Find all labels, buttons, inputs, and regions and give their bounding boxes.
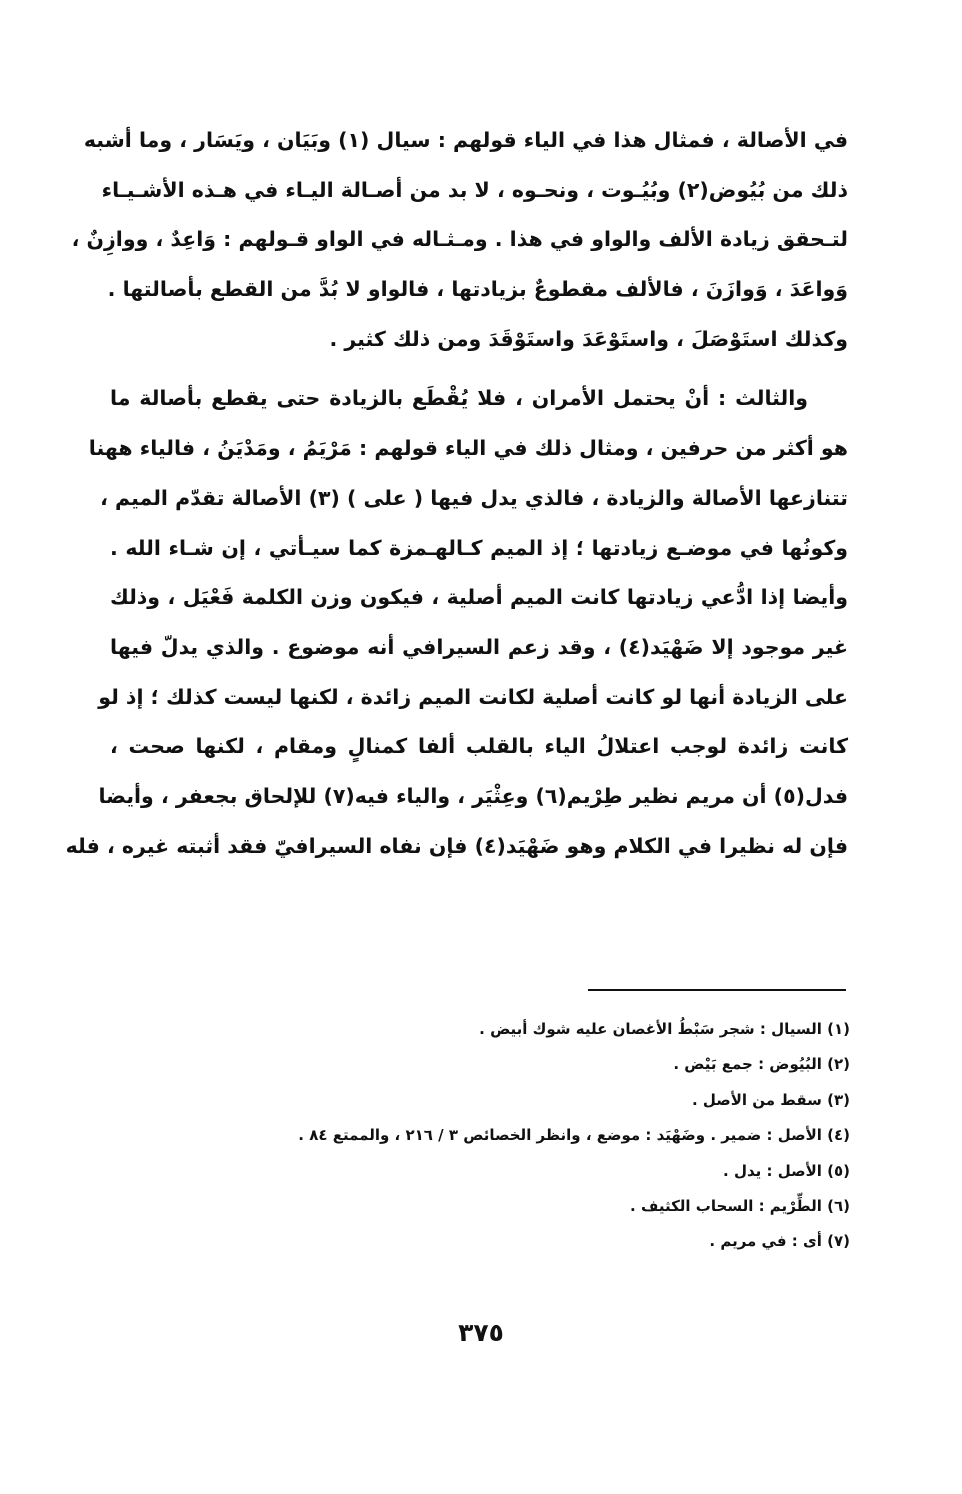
text-line: وكذلك استَوْصَلَ ، واستَوْعَدَ واستَوْقَدَ ومن ذلك كثير .: [329, 326, 848, 351]
text-line: هو أكثر من حرفين ، ومثال ذلك في الياء قولهم : مَرْيَمُ ، ومَدْيَنُ ، فالياء ههنا: [88, 436, 848, 461]
footnote: (٥) الأصل : يدل .: [723, 1161, 850, 1180]
footnote: (٢) البُيُوض : جمع بَيْض .: [673, 1055, 850, 1074]
footnote: (٧) أى : في مريم .: [709, 1232, 850, 1251]
text-line: فإن له نظيرا في الكلام وهو ضَهْيَد(٤) فإن نفاه السيرافيّ فقد أثبته غيره ، فله: [65, 833, 848, 858]
footnote: (١) السيال : شجر سَبْطُ الأغصان عليه شوك أبيض .: [479, 1020, 850, 1038]
text-line: غير موجود إلا ضَهْيَد(٤) ، وقد زعم السيرافي أنه موضوع . والذي يدلّ فيها: [110, 634, 848, 659]
text-line: ذلك من بُيُوض(٢) وبُيُـوت ، ونحـوه ، لا بد من أصـالة اليـاء في هـذه الأشـيـاء: [101, 177, 848, 202]
text-line: تتنازعها الأصالة والزيادة ، فالذي يدل فيها ( على ) (٣) الأصالة تقدّم الميم ،: [100, 485, 848, 510]
text-line: على الزيادة أنها لو كانت أصلية لكانت الميم زائدة ، لكنها ليست كذلك ؛ إذ لو: [98, 684, 848, 709]
paragraph-start-line: والثالث : أنْ يحتمل الأمران ، فلا يُقْطَع بالزيادة حتى يقطع بأصالة ما: [110, 386, 808, 411]
text-line: لتـحقق زيادة الألف والواو في هذا . ومـثـاله في الواو قـولهم : وَاعِدٌ ، ووازِنٌ ،: [71, 227, 848, 252]
text-line: كانت زائدة لوجب اعتلالُ الياء بالقلب ألفا كمنالٍ ومقام ، لكنها صحت ،: [110, 734, 848, 759]
text-line: وَواعَدَ ، وَوازَنَ ، فالألف مقطوعٌ بزيادتها ، فالواو لا بُدَّ من القطع بأصالتها .: [107, 277, 848, 302]
text-line: فدل(٥) أن مريم نظير طِرْيم(٦) وعِثْيَر ، والياء فيه(٧) للإلحاق بجعفر ، وأيضا: [98, 783, 848, 808]
text-line: وأيضا إذا ادُّعي زيادتها كانت الميم أصلية ، فيكون وزن الكلمة فَعْيَل ، وذلك: [110, 585, 848, 610]
page-number: ٣٧٥: [458, 1318, 504, 1347]
main-text: [65, 116, 848, 871]
footnotes: [210, 1012, 850, 1260]
footnote: (٤) الأصل : ضمير . وضَهْيَد : موضع ، وانظر الخصائص ٣ / ٢١٦ ، والممتع ٨٤ .: [298, 1126, 850, 1145]
footnote-separator: [588, 989, 846, 991]
footnote: (٦) الطِّرْيم : السحاب الكثيف .: [630, 1196, 850, 1215]
text-line: في الأصالة ، فمثال هذا في الياء قولهم : سيال (١) وبَيَان ، ويَسَار ، وما أشبه: [83, 128, 848, 152]
footnote: (٣) سقط من الأصل .: [691, 1090, 850, 1109]
text-line: وكونُها في موضـع زيادتها ؛ إذ الميم كـالهـمزة كما سيـأتي ، إن شـاء الله .: [110, 535, 848, 560]
